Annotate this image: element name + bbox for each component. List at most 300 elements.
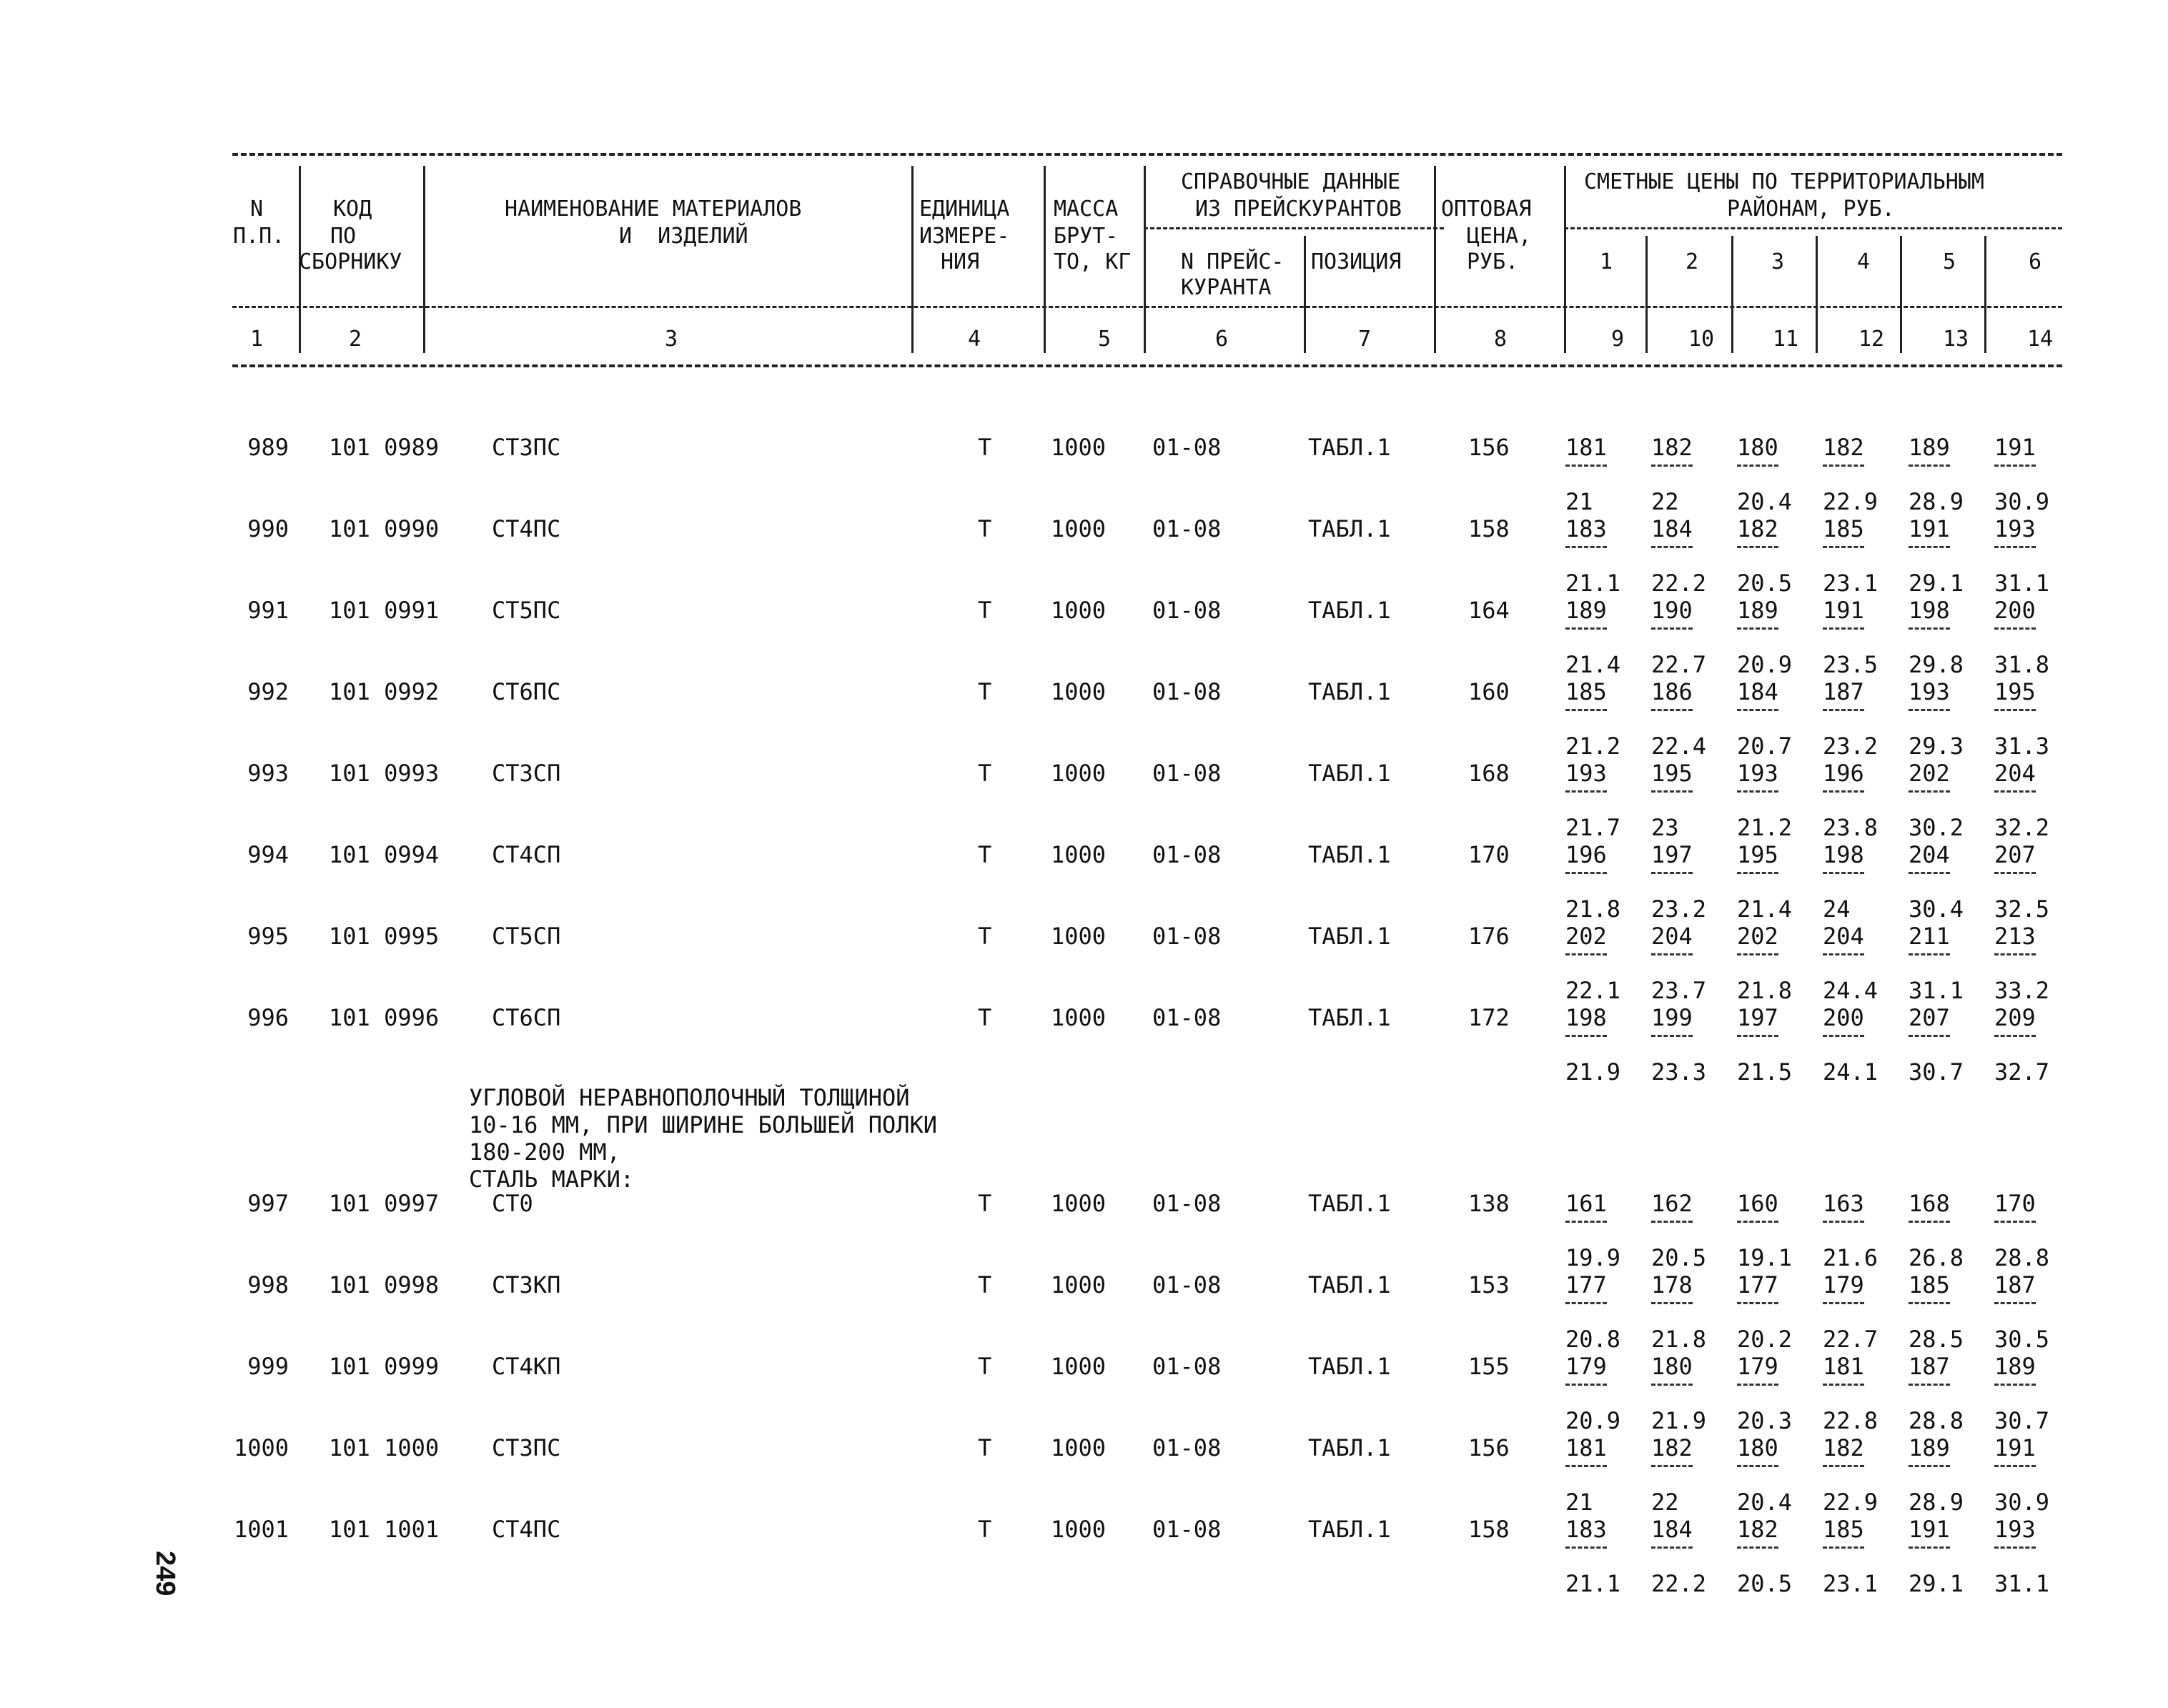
- row-number: 1001: [233, 1516, 289, 1543]
- row-position: ТАБЛ.1: [1308, 597, 1391, 624]
- region-price-value: 191: [1909, 1516, 1950, 1543]
- price-divider: [1994, 1546, 2036, 1549]
- row-mass: 1000: [1051, 1004, 1107, 1031]
- region-price-transport: 28.9: [1909, 1489, 1964, 1516]
- region-price-transport: 30.4: [1909, 895, 1964, 923]
- header-col5-line: ТО, КГ: [1054, 249, 1132, 274]
- row-unit: Т: [978, 1353, 992, 1380]
- row-pricelist: 01-08: [1152, 1434, 1222, 1461]
- header-divider: [1144, 166, 1146, 353]
- row-unit: Т: [978, 841, 992, 868]
- region-price-transport: 20.3: [1737, 1407, 1793, 1434]
- header-divider: [1044, 166, 1046, 353]
- region-price-transport: 29.3: [1909, 733, 1964, 760]
- region-price-transport: 21.8: [1737, 977, 1793, 1004]
- region-price-value: 161: [1565, 1190, 1607, 1217]
- region-price-transport: 24.1: [1823, 1058, 1879, 1086]
- header-top-rule: [232, 153, 2062, 156]
- row-pricelist: 01-08: [1152, 760, 1222, 787]
- price-divider: [1994, 1302, 2036, 1304]
- price-divider: [1565, 1384, 1607, 1386]
- price-divider: [1994, 627, 2036, 630]
- region-price-transport: 31.1: [1994, 1570, 2050, 1597]
- region-price-value: 193: [1909, 678, 1950, 705]
- row-position: ТАБЛ.1: [1308, 1004, 1391, 1031]
- row-pricelist: 01-08: [1152, 1004, 1222, 1031]
- price-divider: [1994, 1035, 2036, 1037]
- row-code: 101 0995: [329, 923, 440, 950]
- row-wholesale-price: 176: [1468, 923, 1510, 950]
- header-col8-line: ОПТОВАЯ: [1441, 197, 1532, 222]
- region-price-transport: 22: [1651, 488, 1679, 515]
- region-price-value: 185: [1565, 678, 1607, 705]
- region-price-value: 204: [1651, 923, 1693, 950]
- row-number: 991: [247, 597, 289, 624]
- region-price-transport: 31.3: [1994, 733, 2050, 760]
- region-price-transport: 30.2: [1909, 814, 1964, 841]
- row-unit: Т: [978, 434, 992, 461]
- row-position: ТАБЛ.1: [1308, 923, 1391, 950]
- region-price-value: 181: [1565, 1434, 1607, 1461]
- price-divider: [1823, 1302, 1864, 1304]
- header-divider: [1645, 236, 1648, 353]
- price-divider: [1994, 872, 2036, 874]
- region-price-value: 195: [1651, 760, 1693, 787]
- price-divider: [1737, 790, 1778, 793]
- row-pricelist: 01-08: [1152, 597, 1222, 624]
- region-price-transport: 21.6: [1823, 1244, 1879, 1271]
- region-price-transport: 22.4: [1651, 733, 1707, 760]
- row-position: ТАБЛ.1: [1308, 841, 1391, 868]
- header-ref-group-line: ИЗ ПРЕЙСКУРАНТОВ: [1195, 197, 1402, 222]
- price-divider: [1651, 1221, 1693, 1223]
- row-unit: Т: [978, 1516, 992, 1543]
- row-mass: 1000: [1051, 597, 1107, 624]
- header-divider: [423, 166, 425, 353]
- price-divider: [1994, 1384, 2036, 1386]
- price-divider: [1737, 1384, 1778, 1386]
- region-price-transport: 23.2: [1823, 733, 1879, 760]
- header-col6-line: КУРАНТА: [1181, 275, 1272, 300]
- region-price-transport: 24: [1823, 895, 1851, 923]
- region-number: 6: [2029, 249, 2042, 274]
- region-price-transport: 21.5: [1737, 1058, 1793, 1086]
- region-price-transport: 21.7: [1565, 814, 1621, 841]
- price-divider: [1737, 953, 1778, 955]
- section-heading-line: 10-16 ММ, ПРИ ШИРИНЕ БОЛЬШЕЙ ПОЛКИ: [469, 1111, 938, 1138]
- region-number: 1: [1600, 249, 1613, 274]
- region-price-transport: 32.7: [1994, 1058, 2050, 1086]
- region-price-transport: 22.8: [1823, 1407, 1879, 1434]
- region-price-value: 187: [1909, 1353, 1950, 1380]
- region-price-value: 163: [1823, 1190, 1864, 1217]
- row-name: СТ3ПС: [492, 1434, 561, 1461]
- column-number: 6: [1215, 327, 1229, 352]
- region-price-transport: 20.4: [1737, 1489, 1793, 1516]
- section-heading-line: 180-200 ММ,: [469, 1138, 620, 1166]
- price-divider: [1737, 1546, 1778, 1549]
- row-wholesale-price: 156: [1468, 1434, 1510, 1461]
- price-divider: [1565, 953, 1607, 955]
- region-price-value: 189: [1737, 597, 1778, 624]
- price-divider: [1651, 1546, 1693, 1549]
- region-price-value: 193: [1994, 515, 2036, 542]
- price-divider: [1823, 1465, 1864, 1467]
- region-price-transport: 22.7: [1823, 1326, 1879, 1353]
- column-number: 2: [349, 327, 362, 352]
- row-name: СТ4СП: [492, 841, 561, 868]
- region-price-value: 191: [1909, 515, 1950, 542]
- row-number: 997: [247, 1190, 289, 1217]
- header-divider: [1564, 166, 1566, 353]
- region-price-transport: 31.8: [1994, 651, 2050, 678]
- header-price-group-line: СМЕТНЫЕ ЦЕНЫ ПО ТЕРРИТОРИАЛЬНЫМ: [1584, 169, 1984, 194]
- ref-group-rule: [1144, 227, 1444, 229]
- column-number: 8: [1494, 327, 1508, 352]
- region-price-transport: 26.8: [1909, 1244, 1964, 1271]
- region-price-transport: 20.5: [1737, 570, 1793, 597]
- region-price-transport: 23.7: [1651, 977, 1707, 1004]
- column-number: 12: [1858, 327, 1885, 352]
- row-code: 101 0999: [329, 1353, 440, 1380]
- price-divider: [1565, 627, 1607, 630]
- row-mass: 1000: [1051, 1353, 1107, 1380]
- price-divider: [1737, 872, 1778, 874]
- region-price-value: 202: [1565, 923, 1607, 950]
- price-divider: [1651, 546, 1693, 548]
- row-mass: 1000: [1051, 1190, 1107, 1217]
- row-mass: 1000: [1051, 678, 1107, 705]
- price-divider: [1823, 709, 1864, 711]
- region-price-value: 193: [1994, 1516, 2036, 1543]
- region-price-transport: 20.5: [1737, 1570, 1793, 1597]
- row-wholesale-price: 155: [1468, 1353, 1510, 1380]
- region-price-value: 182: [1737, 515, 1778, 542]
- row-name: СТ4ПС: [492, 515, 561, 542]
- region-price-value: 185: [1909, 1271, 1950, 1299]
- region-price-transport: 30.7: [1909, 1058, 1964, 1086]
- header-col6-line: N ПРЕЙС-: [1181, 249, 1285, 274]
- region-price-transport: 22: [1651, 1489, 1679, 1516]
- region-price-value: 186: [1651, 678, 1693, 705]
- region-price-transport: 22.2: [1651, 1570, 1707, 1597]
- row-name: СТ3КП: [492, 1271, 561, 1299]
- header-col4-line: НИЯ: [941, 249, 980, 274]
- section-heading-line: УГЛОВОЙ НЕРАВНОПОЛОЧНЫЙ ТОЛЩИНОЙ: [469, 1084, 910, 1111]
- header-col8-line: ЦЕНА,: [1467, 224, 1532, 249]
- region-price-value: 196: [1565, 841, 1607, 868]
- header-col4-line: ЕДИНИЦА: [919, 197, 1010, 222]
- price-divider: [1651, 627, 1693, 630]
- price-group-rule: [1564, 227, 2062, 229]
- row-wholesale-price: 164: [1468, 597, 1510, 624]
- region-number: 5: [1943, 249, 1956, 274]
- region-price-transport: 28.8: [1909, 1407, 1964, 1434]
- region-price-value: 193: [1565, 760, 1607, 787]
- row-mass: 1000: [1051, 1271, 1107, 1299]
- header-col5-line: МАССА: [1054, 197, 1119, 222]
- region-price-value: 180: [1737, 1434, 1778, 1461]
- region-price-transport: 28.9: [1909, 488, 1964, 515]
- region-price-value: 168: [1909, 1190, 1950, 1217]
- row-code: 101 1000: [329, 1434, 440, 1461]
- page-number: 249: [150, 1551, 180, 1597]
- region-price-value: 189: [1909, 434, 1950, 461]
- region-price-value: 204: [1909, 841, 1950, 868]
- header-col1-line: N: [250, 197, 264, 222]
- row-mass: 1000: [1051, 841, 1107, 868]
- region-price-transport: 21.2: [1565, 733, 1621, 760]
- region-price-transport: 29.8: [1909, 651, 1964, 678]
- header-divider: [911, 166, 914, 353]
- region-price-value: 190: [1651, 597, 1693, 624]
- price-divider: [1651, 1384, 1693, 1386]
- header-col5-line: БРУТ-: [1054, 224, 1119, 249]
- price-divider: [1994, 953, 2036, 955]
- region-price-value: 213: [1994, 923, 2036, 950]
- price-divider: [1823, 1384, 1864, 1386]
- header-col3-line: И ИЗДЕЛИЙ: [619, 224, 748, 249]
- row-number: 993: [247, 760, 289, 787]
- column-number: 5: [1098, 327, 1112, 352]
- price-divider: [1651, 465, 1693, 467]
- region-price-value: 191: [1994, 434, 2036, 461]
- region-price-transport: 21.4: [1565, 651, 1621, 678]
- region-price-value: 200: [1994, 597, 2036, 624]
- region-price-value: 195: [1994, 678, 2036, 705]
- price-divider: [1651, 872, 1693, 874]
- row-pricelist: 01-08: [1152, 923, 1222, 950]
- region-price-value: 182: [1823, 434, 1864, 461]
- row-code: 101 0996: [329, 1004, 440, 1031]
- row-wholesale-price: 156: [1468, 434, 1510, 461]
- region-price-value: 177: [1737, 1271, 1778, 1299]
- region-price-value: 179: [1737, 1353, 1778, 1380]
- column-number: 1: [250, 327, 264, 352]
- row-position: ТАБЛ.1: [1308, 1516, 1391, 1543]
- price-divider: [1909, 872, 1950, 874]
- header-col4-line: ИЗМЕРЕ-: [919, 224, 1010, 249]
- row-wholesale-price: 138: [1468, 1190, 1510, 1217]
- row-code: 101 0991: [329, 597, 440, 624]
- region-number: 3: [1771, 249, 1785, 274]
- price-divider: [1651, 1035, 1693, 1037]
- column-number: 4: [968, 327, 981, 352]
- region-price-transport: 30.5: [1994, 1326, 2050, 1353]
- price-divider: [1737, 627, 1778, 630]
- region-price-value: 180: [1737, 434, 1778, 461]
- price-divider: [1909, 627, 1950, 630]
- row-position: ТАБЛ.1: [1308, 434, 1391, 461]
- row-pricelist: 01-08: [1152, 1516, 1222, 1543]
- region-price-value: 184: [1651, 1516, 1693, 1543]
- region-price-value: 181: [1565, 434, 1607, 461]
- price-divider: [1823, 1221, 1864, 1223]
- row-number: 995: [247, 923, 289, 950]
- row-pricelist: 01-08: [1152, 1271, 1222, 1299]
- row-number: 989: [247, 434, 289, 461]
- row-position: ТАБЛ.1: [1308, 1434, 1391, 1461]
- region-price-value: 178: [1651, 1271, 1693, 1299]
- row-code: 101 0992: [329, 678, 440, 705]
- row-unit: Т: [978, 923, 992, 950]
- price-divider: [1565, 1035, 1607, 1037]
- row-name: СТ3СП: [492, 760, 561, 787]
- row-position: ТАБЛ.1: [1308, 760, 1391, 787]
- row-number: 990: [247, 515, 289, 542]
- price-divider: [1909, 546, 1950, 548]
- row-code: 101 0998: [329, 1271, 440, 1299]
- header-col8-line: РУБ.: [1467, 249, 1519, 274]
- region-price-value: 193: [1737, 760, 1778, 787]
- row-number: 998: [247, 1271, 289, 1299]
- price-divider: [1737, 465, 1778, 467]
- region-price-transport: 30.9: [1994, 1489, 2050, 1516]
- row-mass: 1000: [1051, 1516, 1107, 1543]
- row-pricelist: 01-08: [1152, 515, 1222, 542]
- price-divider: [1823, 1035, 1864, 1037]
- row-code: 101 0993: [329, 760, 440, 787]
- region-price-value: 199: [1651, 1004, 1693, 1031]
- region-price-value: 179: [1565, 1353, 1607, 1380]
- row-position: ТАБЛ.1: [1308, 1271, 1391, 1299]
- column-number: 9: [1611, 327, 1625, 352]
- region-price-value: 182: [1651, 1434, 1693, 1461]
- region-price-value: 207: [1909, 1004, 1950, 1031]
- region-price-value: 202: [1909, 760, 1950, 787]
- region-price-transport: 32.2: [1994, 814, 2050, 841]
- row-wholesale-price: 158: [1468, 515, 1510, 542]
- row-position: ТАБЛ.1: [1308, 1353, 1391, 1380]
- header-col1-line: П.П.: [233, 224, 285, 249]
- row-unit: Т: [978, 515, 992, 542]
- row-name: СТ5ПС: [492, 597, 561, 624]
- region-price-transport: 28.8: [1994, 1244, 2050, 1271]
- header-col2-line: ПО: [330, 224, 357, 249]
- region-price-transport: 20.4: [1737, 488, 1793, 515]
- header-divider: [1816, 236, 1818, 353]
- row-number: 994: [247, 841, 289, 868]
- region-price-value: 162: [1651, 1190, 1693, 1217]
- region-price-transport: 23: [1651, 814, 1679, 841]
- region-price-value: 182: [1823, 1434, 1864, 1461]
- region-price-transport: 22.2: [1651, 570, 1707, 597]
- region-price-transport: 24.4: [1823, 977, 1879, 1004]
- region-price-transport: 31.1: [1909, 977, 1964, 1004]
- row-unit: Т: [978, 678, 992, 705]
- column-number: 13: [1943, 327, 1969, 352]
- row-mass: 1000: [1051, 434, 1107, 461]
- row-pricelist: 01-08: [1152, 678, 1222, 705]
- region-price-transport: 32.5: [1994, 895, 2050, 923]
- price-divider: [1823, 953, 1864, 955]
- price-divider: [1565, 709, 1607, 711]
- price-divider: [1651, 1302, 1693, 1304]
- region-price-value: 185: [1823, 515, 1864, 542]
- price-divider: [1909, 1302, 1950, 1304]
- region-price-transport: 31.1: [1994, 570, 2050, 597]
- row-name: СТ6ПС: [492, 678, 561, 705]
- region-price-value: 195: [1737, 841, 1778, 868]
- region-price-value: 184: [1651, 515, 1693, 542]
- price-divider: [1994, 709, 2036, 711]
- row-position: ТАБЛ.1: [1308, 1190, 1391, 1217]
- region-number: 4: [1857, 249, 1871, 274]
- region-price-transport: 21.8: [1565, 895, 1621, 923]
- row-code: 101 1001: [329, 1516, 440, 1543]
- row-name: СТ5СП: [492, 923, 561, 950]
- region-price-transport: 21.9: [1651, 1407, 1707, 1434]
- row-name: СТ6СП: [492, 1004, 561, 1031]
- row-unit: Т: [978, 760, 992, 787]
- header-divider: [1984, 236, 1986, 353]
- region-price-transport: 23.2: [1651, 895, 1707, 923]
- region-price-value: 202: [1737, 923, 1778, 950]
- price-divider: [1823, 790, 1864, 793]
- region-price-transport: 21.8: [1651, 1326, 1707, 1353]
- region-price-transport: 28.5: [1909, 1326, 1964, 1353]
- region-price-transport: 21.9: [1565, 1058, 1621, 1086]
- region-price-value: 182: [1737, 1516, 1778, 1543]
- column-number-rule: [232, 306, 2062, 308]
- row-wholesale-price: 158: [1468, 1516, 1510, 1543]
- price-divider: [1651, 953, 1693, 955]
- price-divider: [1909, 1221, 1950, 1223]
- region-price-transport: 29.1: [1909, 1570, 1964, 1597]
- region-price-value: 183: [1565, 1516, 1607, 1543]
- price-divider: [1909, 953, 1950, 955]
- region-price-value: 191: [1823, 597, 1864, 624]
- row-code: 101 0989: [329, 434, 440, 461]
- region-price-value: 160: [1737, 1190, 1778, 1217]
- region-price-transport: 20.5: [1651, 1244, 1707, 1271]
- price-divider: [1737, 1035, 1778, 1037]
- column-number: 14: [2027, 327, 2054, 352]
- price-divider: [1651, 1465, 1693, 1467]
- region-price-value: 196: [1823, 760, 1864, 787]
- header-divider: [1731, 236, 1733, 353]
- price-divider: [1909, 709, 1950, 711]
- header-col3-line: НАИМЕНОВАНИЕ МАТЕРИАЛОВ: [505, 197, 802, 222]
- price-divider: [1994, 546, 2036, 548]
- row-name: СТ3ПС: [492, 434, 561, 461]
- row-code: 101 0997: [329, 1190, 440, 1217]
- column-number: 11: [1773, 327, 1799, 352]
- section-heading-line: СТАЛЬ МАРКИ:: [469, 1166, 635, 1193]
- price-divider: [1651, 790, 1693, 793]
- price-divider: [1909, 1546, 1950, 1549]
- region-price-value: 180: [1651, 1353, 1693, 1380]
- header-ref-group-line: СПРАВОЧНЫЕ ДАННЫЕ: [1181, 169, 1401, 194]
- header-col7-line: ПОЗИЦИЯ: [1311, 249, 1402, 274]
- region-price-value: 204: [1823, 923, 1864, 950]
- price-divider: [1823, 627, 1864, 630]
- price-divider: [1909, 790, 1950, 793]
- region-price-transport: 33.2: [1994, 977, 2050, 1004]
- row-unit: Т: [978, 597, 992, 624]
- row-mass: 1000: [1051, 923, 1107, 950]
- region-price-value: 200: [1823, 1004, 1864, 1031]
- region-price-value: 198: [1565, 1004, 1607, 1031]
- price-divider: [1565, 1221, 1607, 1223]
- row-wholesale-price: 172: [1468, 1004, 1510, 1031]
- region-price-transport: 20.8: [1565, 1326, 1621, 1353]
- row-unit: Т: [978, 1004, 992, 1031]
- price-divider: [1823, 1546, 1864, 1549]
- row-unit: Т: [978, 1271, 992, 1299]
- row-name: СТ0: [492, 1190, 533, 1217]
- row-position: ТАБЛ.1: [1308, 515, 1391, 542]
